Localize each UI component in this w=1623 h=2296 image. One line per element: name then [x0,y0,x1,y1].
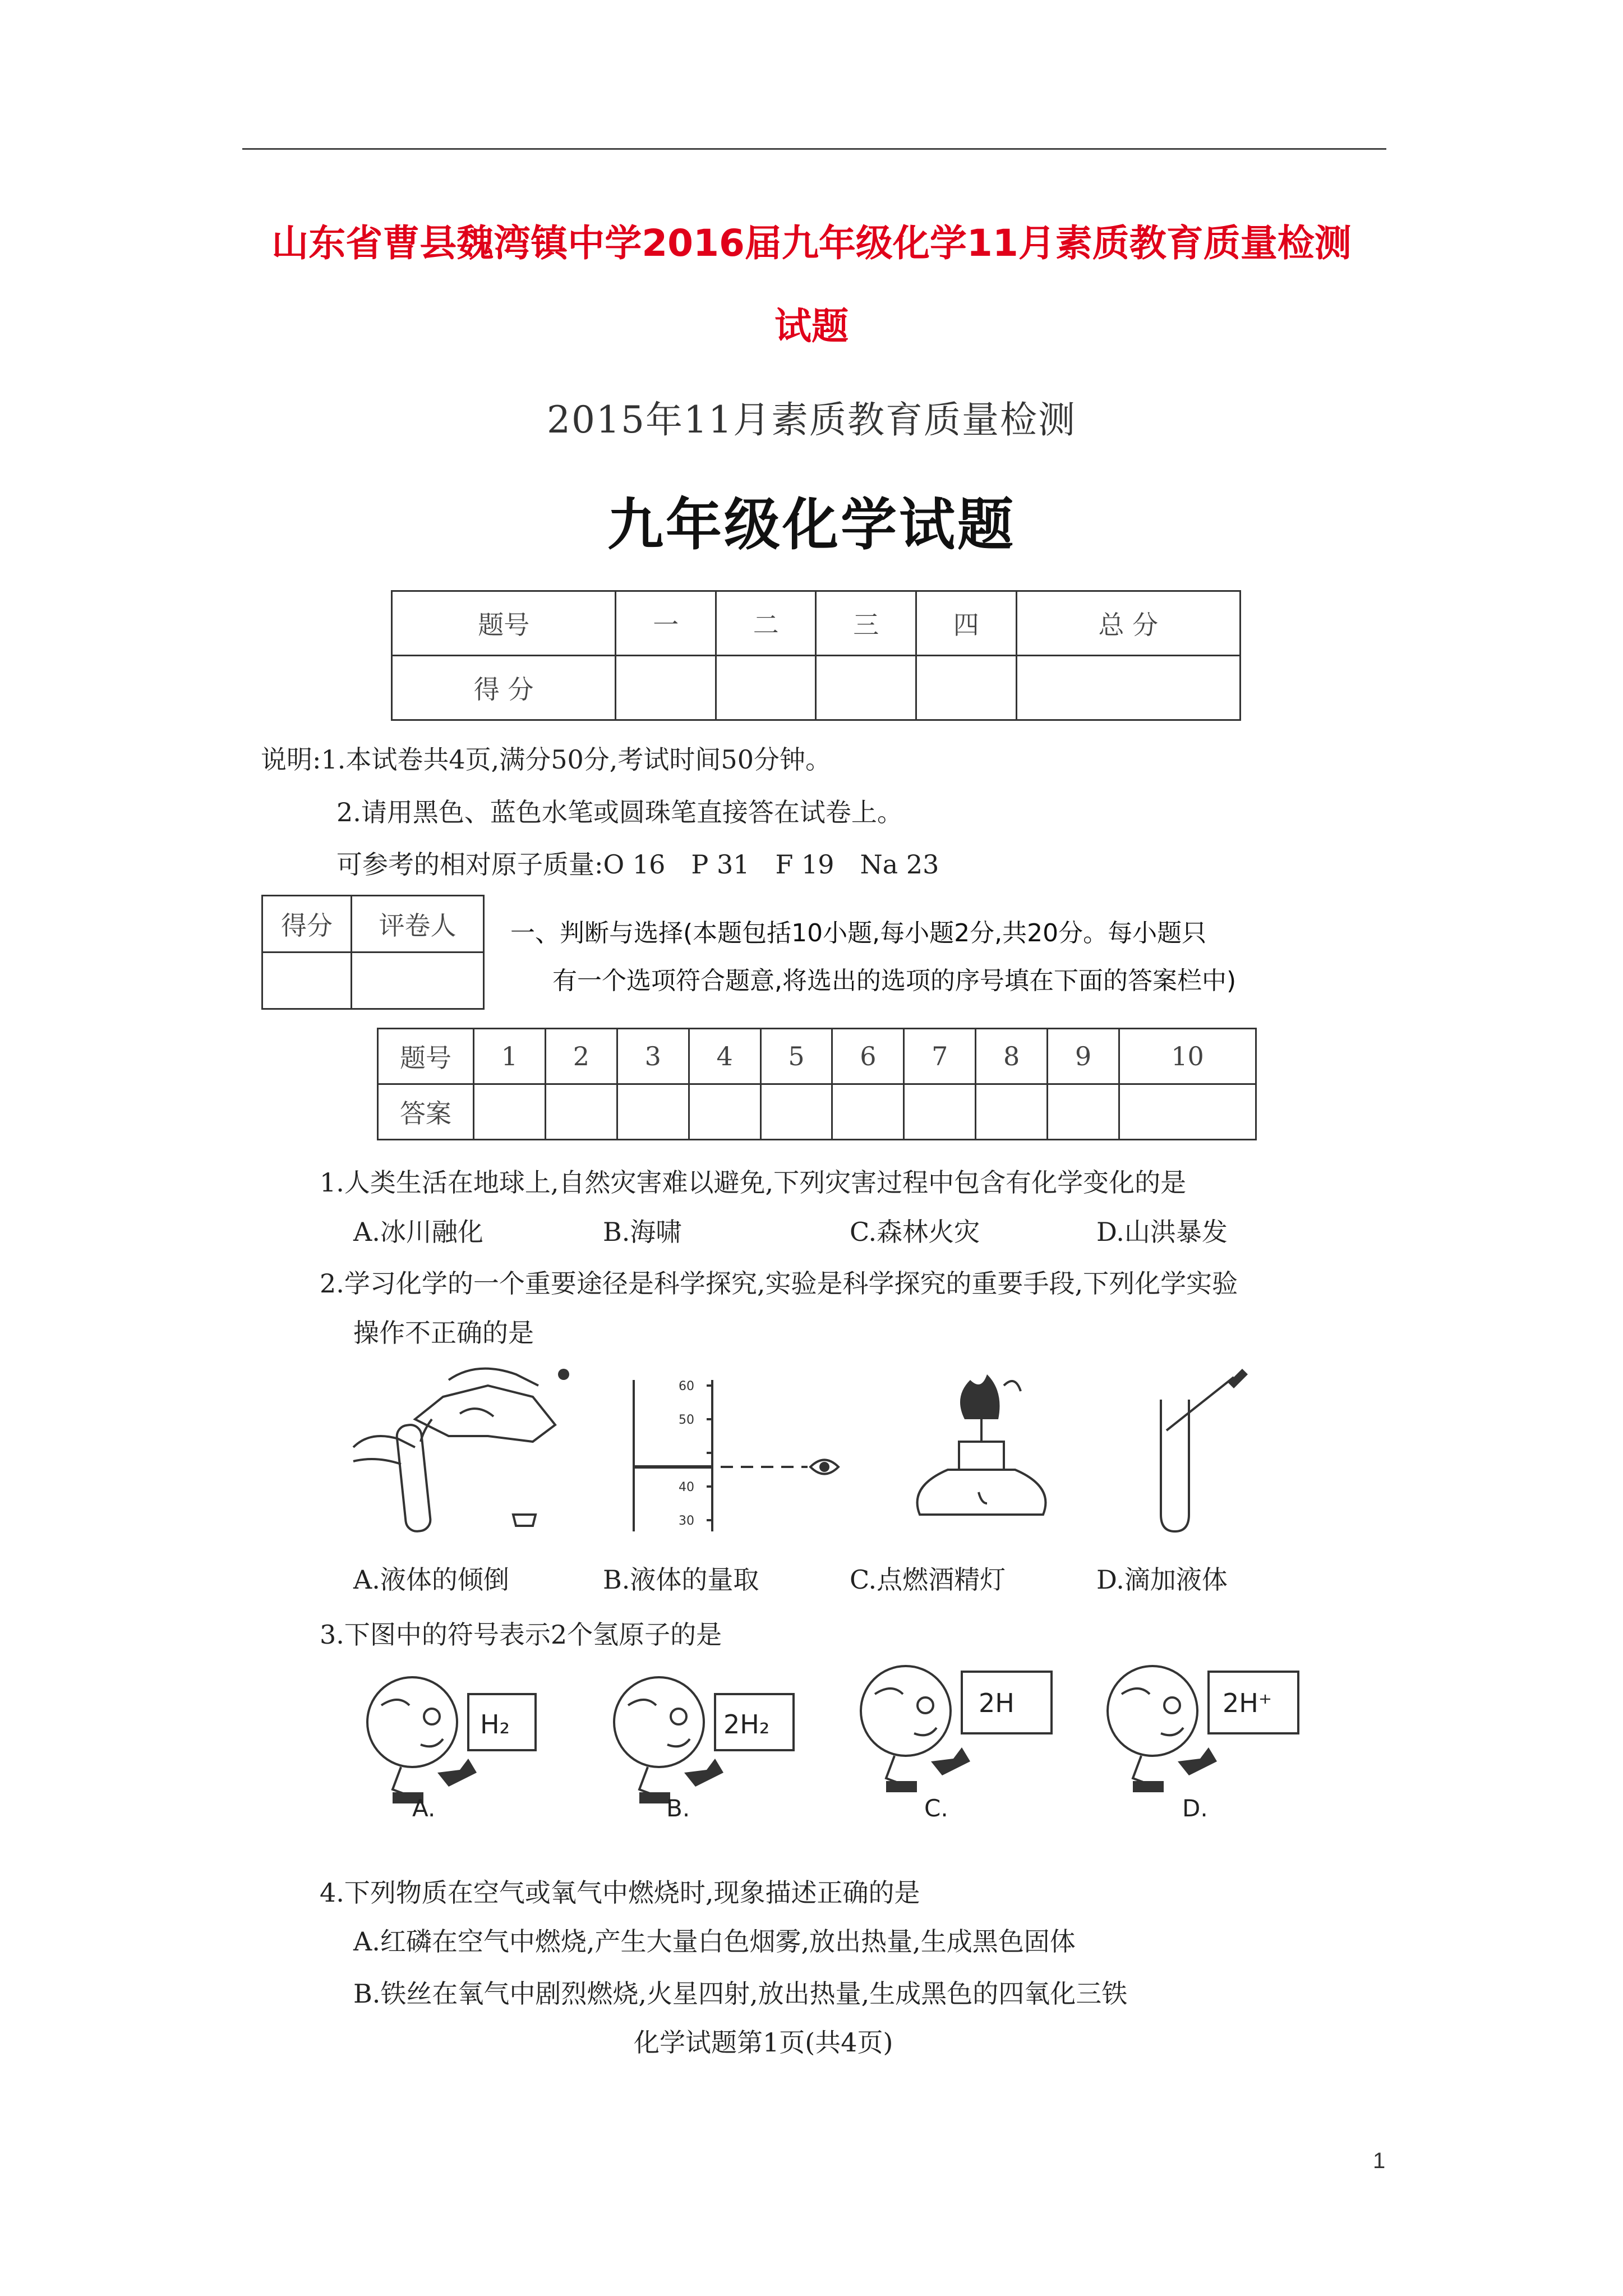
score-cell: 四 [916,591,1017,656]
card-d-symbol: 2H⁺ [1223,1688,1272,1718]
answer-cell[interactable] [617,1084,689,1140]
q4-option-a: A.红磷在空气中燃烧,产生大量白色烟雾,放出热量,生成黑色固体 [353,1926,1076,1957]
exam-subtitle: 2015年11月素质教育质量检测 [547,398,1076,441]
question-number: 1 [474,1029,546,1084]
answer-cell[interactable] [760,1084,832,1140]
score-cell: 一 [616,591,716,656]
score-table [391,590,1241,721]
note-line1: 说明:1.本试卷共4页,满分50分,考试时间50分钟。 [261,744,831,775]
score-row-label: 得 分 [392,656,616,720]
pouring-liquid-figure [348,1363,583,1543]
card-a-symbol: H₂ [480,1709,510,1740]
question-number: 9 [1048,1029,1119,1084]
question-number: 5 [760,1029,832,1084]
score-input-cell[interactable] [716,656,816,720]
note-line3: 可参考的相对原子质量:O 16 P 31 F 19 Na 23 [336,849,939,880]
measuring-cylinder-figure [623,1374,858,1537]
cylinder-tick-30: 30 [679,1514,694,1528]
q4-stem: 4.下列物质在空气或氧气中燃烧时,现象描述正确的是 [320,1878,920,1908]
answer-table-answer-row [378,1084,1256,1140]
page-number: 1 [1373,2148,1386,2173]
answer-table-number-row [378,1029,1256,1084]
card-c-symbol: 2H [979,1688,1015,1718]
hydrogen-figure-a [348,1660,628,1818]
exam-title: 九年级化学试题 [607,491,1016,558]
q1-option-c: C.森林火灾 [850,1217,980,1247]
answer-cell[interactable] [474,1084,546,1140]
answer-cell[interactable] [545,1084,617,1140]
hydrogen-figure-c [841,1649,1122,1818]
grader-name-label: 评卷人 [352,896,484,953]
answer-cell[interactable] [832,1084,904,1140]
q4-option-b: B.铁丝在氧气中剧烈燃烧,火星四射,放出热量,生成黑色的四氧化三铁 [353,1978,1128,2009]
answer-row-label: 答案 [378,1084,474,1140]
answer-cell[interactable] [904,1084,976,1140]
question-number: 6 [832,1029,904,1084]
score-table-header-row [392,591,1241,656]
grader-score-cell[interactable] [262,953,352,1009]
answer-table [377,1028,1257,1140]
doc-title-line1: 山东省曹县魏湾镇中学2016届九年级化学11月素质教育质量检测 [271,222,1352,265]
cylinder-tick-60: 60 [679,1379,694,1393]
note-line2: 2.请用黑色、蓝色水笔或圆珠笔直接答在试卷上。 [336,797,903,827]
question-number: 2 [545,1029,617,1084]
question-number: 7 [904,1029,976,1084]
card-b-label: B. [666,1795,690,1818]
q1-option-d: D.山洪暴发 [1096,1217,1228,1247]
answer-cell[interactable] [689,1084,760,1140]
cylinder-tick-50: 50 [679,1413,694,1427]
score-cell: 二 [716,591,816,656]
grader-score-label: 得分 [262,896,352,953]
top-rule [242,148,1386,150]
score-cell: 题号 [392,591,616,656]
doc-title-line2: 试题 [774,305,849,348]
hydrogen-figure-b [594,1660,875,1818]
grader-box [261,895,485,1010]
question-number: 4 [689,1029,760,1084]
page-caption: 化学试题第1页(共4页) [634,2027,893,2058]
q2-stem-line1: 2.学习化学的一个重要途径是科学探究,实验是科学探究的重要手段,下列化学实验 [320,1268,1238,1299]
dropper-figure [1144,1369,1256,1537]
card-d-label: D. [1182,1795,1208,1818]
q2-option-c: C.点燃酒精灯 [850,1565,1006,1595]
q1-option-a: A.冰川融化 [353,1217,483,1247]
section1-heading-line1: 一、判断与选择(本题包括10小题,每小题2分,共20分。每小题只 [510,919,1207,947]
q3-stem: 3.下图中的符号表示2个氢原子的是 [320,1619,722,1650]
q2-option-d: D.滴加液体 [1096,1565,1228,1595]
answer-row-label: 题号 [378,1029,474,1084]
score-cell: 总 分 [1016,591,1240,656]
score-input-cell[interactable] [1016,656,1240,720]
score-table-score-row [392,656,1241,720]
score-input-cell[interactable] [816,656,916,720]
hydrogen-figure-d [1088,1649,1368,1818]
answer-cell[interactable] [1119,1084,1256,1140]
score-cell: 三 [816,591,916,656]
score-input-cell[interactable] [616,656,716,720]
card-a-label: A. [412,1795,436,1818]
q2-option-a: A.液体的倾倒 [353,1565,509,1595]
q1-stem: 1.人类生活在地球上,自然灾害难以避免,下列灾害过程中包含有化学变化的是 [320,1167,1187,1198]
answer-cell[interactable] [976,1084,1048,1140]
alcohol-lamp-figure [897,1374,1066,1537]
question-number: 8 [976,1029,1048,1084]
q2-option-b: B.液体的量取 [603,1565,759,1595]
answer-cell[interactable] [1048,1084,1119,1140]
cylinder-tick-40: 40 [679,1480,694,1494]
section1-heading-line2: 有一个选项符合题意,将选出的选项的序号填在下面的答案栏中) [552,967,1237,995]
question-number: 3 [617,1029,689,1084]
score-input-cell[interactable] [916,656,1017,720]
question-number: 10 [1119,1029,1256,1084]
q2-stem-line2: 操作不正确的是 [353,1318,534,1348]
q1-option-b: B.海啸 [603,1217,682,1247]
card-b-symbol: 2H₂ [723,1709,770,1740]
card-c-label: C. [924,1795,948,1818]
grader-name-cell[interactable] [352,953,484,1009]
